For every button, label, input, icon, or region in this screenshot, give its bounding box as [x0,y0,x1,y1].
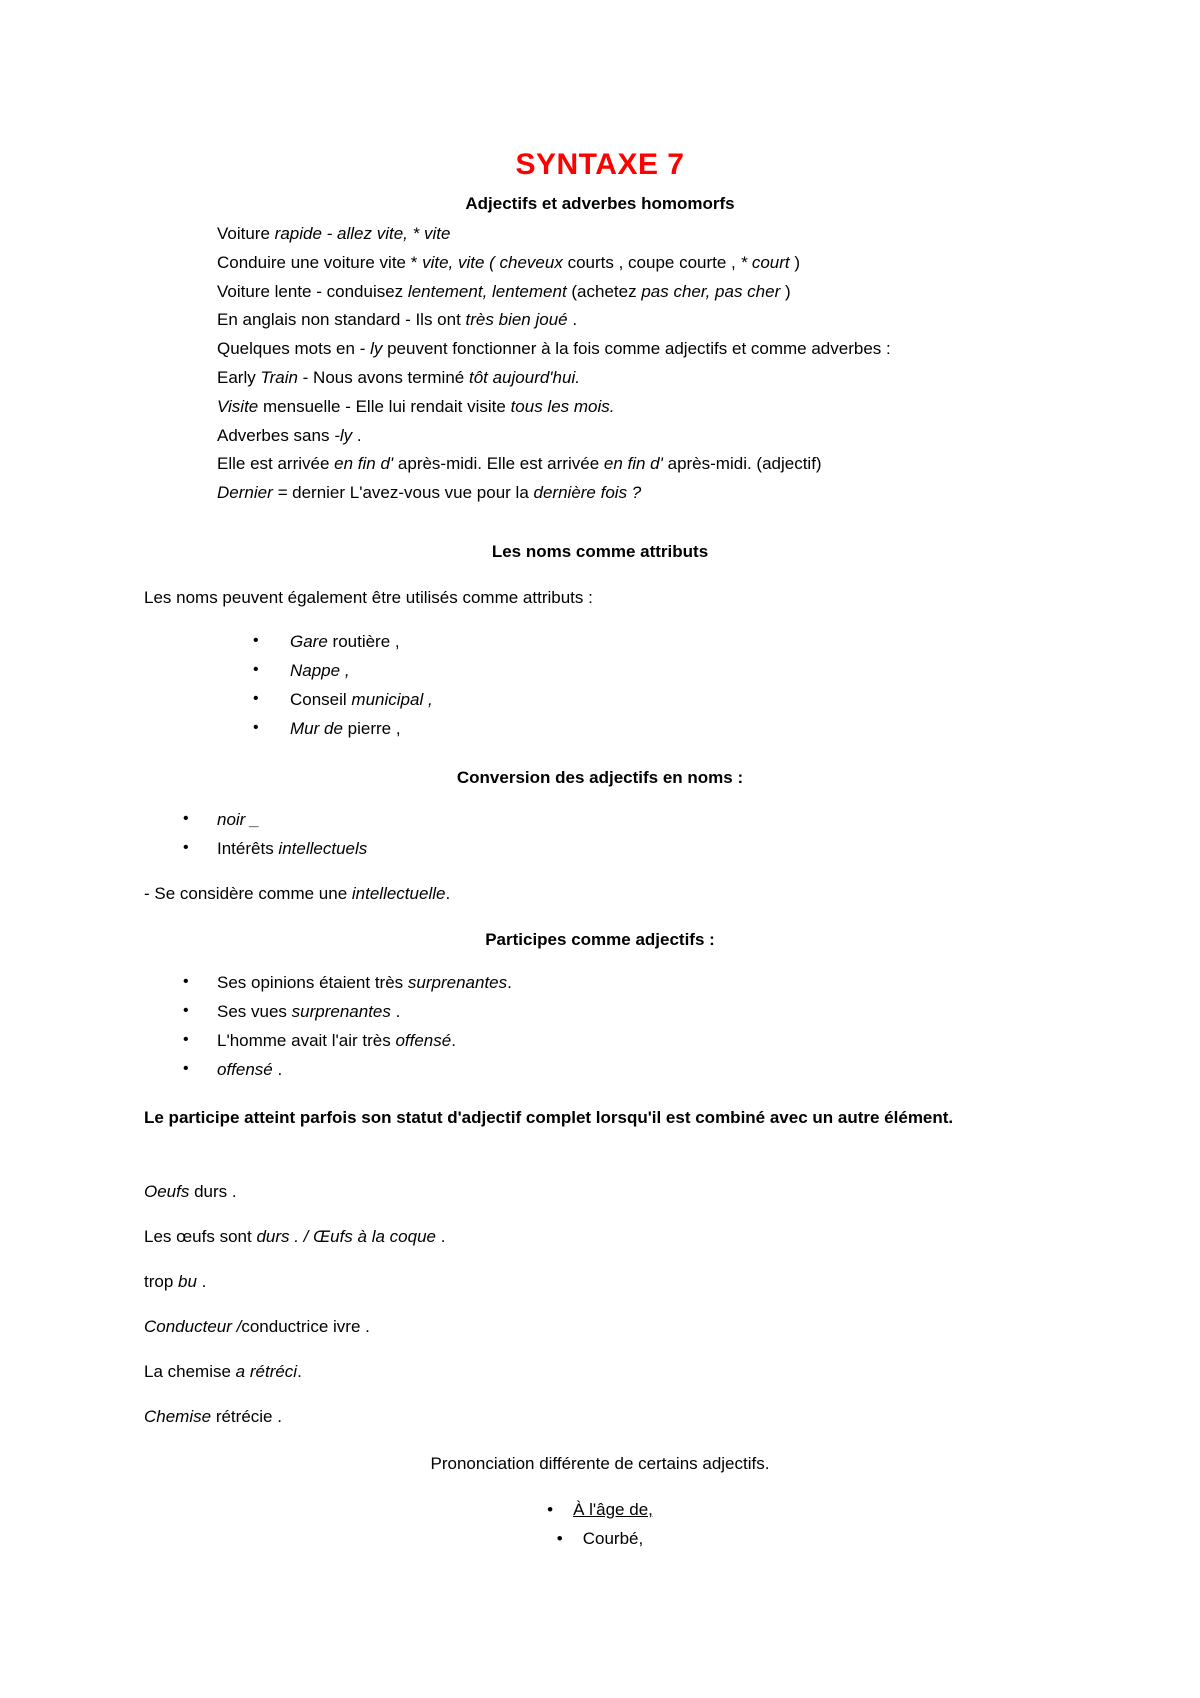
text-run: Elle est arrivée [217,454,335,474]
text-run: Adverbes sans [217,425,335,445]
bold-paragraph: Le participe atteint parfois son statut d'adjectif complet lorsqu'il est combiné avec un autre élément. [144,1108,954,1127]
example-line [144,1362,302,1382]
italic-text: municipal , [351,690,433,709]
bullet-icon: • [183,839,189,856]
bullet-icon: • [183,1002,189,1019]
text-run: . [451,1031,456,1050]
list-item [217,810,260,830]
body-line [217,339,891,359]
italic-text: Gare [290,632,333,651]
bullet-icon: • [183,973,189,990]
italic-text: en fin d' [603,454,668,474]
text-run: routière , [332,632,400,651]
text-run: . [395,1002,401,1021]
note-text [144,884,450,904]
text-run: Conseil [290,690,352,709]
text-run: mensuelle - Elle lui rendait visite [263,396,511,416]
text-run: Quelques mots en - [217,339,371,359]
italic-text: très bien joué [465,310,573,330]
example-line [144,1272,206,1292]
text-run: durs . [194,1182,237,1201]
list-item [290,632,400,652]
italic-text: vite, vite ( cheveux [422,252,568,272]
text-run: Early [217,368,261,387]
text-run: trop [144,1272,179,1291]
text-run: pierre , [347,719,401,738]
text-run: - Nous avons terminé [302,368,469,387]
body-line [217,397,615,417]
text-run: . [445,884,451,903]
italic-text: durs . / Œufs à la coque [256,1227,441,1246]
bullet-icon: • [556,1529,563,1548]
text-run: Voiture lente - conduisez [217,281,408,301]
italic-text: surprenantes [407,973,508,992]
italic-text: tôt aujourd'hui. [468,368,580,387]
text-run: Intérêts [217,839,279,858]
italic-text: Nappe , [290,661,350,680]
list-item-text: À l'âge de, [573,1500,653,1519]
italic-text: Train [260,368,303,387]
italic-text: Dernier = [217,483,293,503]
text-run: . [277,1060,283,1079]
italic-text: Oeufs [144,1182,195,1201]
body-line [217,368,580,388]
list-item [290,690,433,710]
list-item [290,719,401,739]
italic-text: Mur de [290,719,348,738]
italic-text: lentement, lentement [407,281,572,301]
list-item [0,1500,1200,1520]
example-line [144,1407,282,1427]
text-run: L'homme avait l'air très [217,1031,396,1050]
italic-text: pas cher, pas cher [641,281,785,301]
text-run: En anglais non standard - Ils ont [217,310,466,330]
italic-text: Chemise [144,1407,216,1426]
body-line [217,454,822,474]
italic-text: intellectuels [278,839,368,858]
section-heading-noms-attributs: Les noms comme attributs [491,542,709,561]
body-line [217,282,791,302]
bullet-icon: • [183,1060,189,1077]
bullet-icon: • [253,661,259,678]
italic-text: noir _ [217,810,260,829]
bullet-icon: • [547,1500,554,1519]
italic-text: intellectuelle [351,884,446,903]
italic-text: ly [370,339,388,359]
body-line [217,224,450,244]
section-heading-conversion: Conversion des adjectifs en noms : [456,768,744,787]
text-run: . [440,1227,446,1246]
text-run: . [297,1362,302,1381]
bullet-icon: • [253,632,259,649]
list-item [217,973,512,993]
text-run: . [201,1272,207,1291]
section-heading-adjectifs-adverbes: Adjectifs et adverbes homomorfs [465,194,735,213]
text-run: (achetez [571,281,642,301]
italic-text: Conducteur / [144,1317,242,1336]
italic-text: Visite [217,396,263,416]
text-run: dernier L'avez-vous vue pour la [292,483,534,503]
list-item [290,661,350,681]
text-run: La chemise [144,1362,236,1381]
italic-text: offensé [395,1031,452,1050]
bullet-icon: • [253,719,259,736]
text-run: - Se considère comme une [144,884,352,903]
italic-text: -ly [334,425,357,445]
example-line [144,1182,237,1202]
intro-text: Les noms peuvent également être utilisés comme attributs : [144,588,593,607]
italic-text: dernière fois ? [533,483,642,503]
text-run: . [572,310,578,330]
list-item [217,1002,400,1022]
text-run: . [356,425,362,445]
text-run: Les œufs sont [144,1227,257,1246]
italic-text: surprenantes [291,1002,396,1021]
italic-text: rapide - allez vite, * vite [274,224,451,243]
italic-text: bu [178,1272,202,1291]
italic-text: tous les mois. [510,396,615,416]
section-heading-prononciation: Prononciation différente de certains adjectifs. [430,1454,770,1473]
text-run: Ses vues [217,1002,292,1021]
section-heading-participes: Participes comme adjectifs : [485,930,715,949]
body-line [217,483,641,503]
bullet-icon: • [183,1031,189,1048]
example-line [144,1227,445,1247]
text-run: Voiture [217,224,275,243]
italic-text: * court [740,252,795,272]
text-run: peuvent fonctionner à la fois comme adjectifs et comme adverbes : [387,339,891,359]
example-line [144,1317,370,1337]
body-line [217,310,577,330]
bullet-icon: • [253,690,259,707]
text-run: après-midi. Elle est arrivée [397,454,604,474]
list-item [217,1060,282,1080]
text-run: ) [794,252,801,272]
text-run: . [507,973,512,992]
bullet-icon: • [183,810,189,827]
text-run: rétrécie . [215,1407,282,1426]
list-item [0,1529,1200,1549]
list-item-text: Courbé, [582,1529,644,1548]
text-run: Ses opinions étaient très [217,973,408,992]
italic-text: a rétréci [235,1362,298,1381]
body-line [217,426,362,446]
list-item [217,1031,456,1051]
list-item [217,839,367,859]
italic-text: offensé [217,1060,278,1079]
text-run: ) [784,281,791,301]
text-run: conductrice ivre . [241,1317,370,1336]
body-line [217,253,800,273]
text-run: courts , coupe courte , [567,252,741,272]
italic-text: en fin d' [334,454,398,474]
text-run: Conduire une voiture vite * [217,252,423,272]
text-run: après-midi. (adjectif) [667,454,822,474]
page-title: SYNTAXE 7 [515,148,685,181]
